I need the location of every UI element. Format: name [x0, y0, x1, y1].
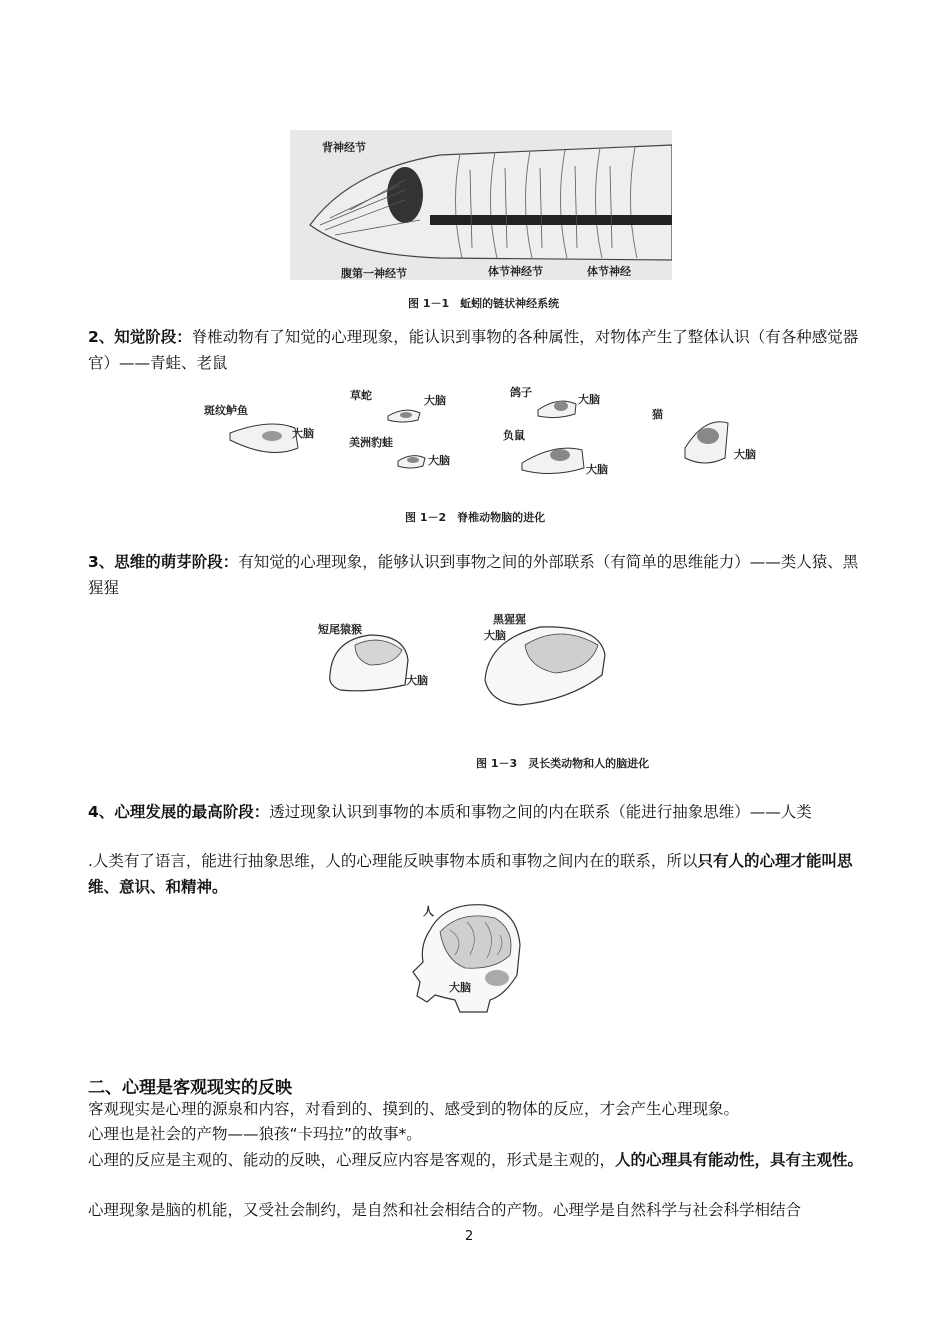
figure-3-caption: 图 1－3 灵长类动物和人的脑进化	[476, 757, 650, 770]
label-macaque: 短尾猿猴	[318, 623, 362, 636]
stage2-paragraph	[88, 324, 868, 376]
figure-1-caption: 图 1－1 蚯蚓的链状神经系统	[408, 297, 560, 310]
stage3-text: 有知觉的心理现象，能够认识到事物之间的外部联系（有简单的思维能力）——类人猿、黑猩猩	[88, 553, 859, 597]
section-2-paragraph-3	[88, 1147, 868, 1173]
vertebrate-brain-figure	[180, 378, 780, 528]
stage4-text: 透过现象认识到事物的本质和事物之间的内在联系（能进行抽象思维）——人类	[269, 803, 812, 821]
label-cat: 猫	[652, 408, 663, 421]
section-2-paragraph-2: 心理也是社会的产物——狼孩“卡玛拉”的故事*。	[88, 1125, 422, 1143]
label-macaque-brain: 大脑	[406, 674, 428, 687]
vertebrate-brain-illustration	[180, 378, 780, 528]
section-2-p3-emphasis: 人的心理具有能动性，具有主观性。	[615, 1151, 864, 1169]
stage4-paragraph-2	[88, 848, 868, 900]
label-first-ventral-ganglion: 腹第一神经节	[341, 267, 407, 280]
label-opossum: 负鼠	[503, 429, 525, 442]
section-2-heading: 二、心理是客观现实的反映	[88, 1078, 292, 1098]
label-chimp: 黑猩猩	[493, 613, 526, 626]
page-number: 2	[465, 1229, 474, 1244]
label-human: 人	[423, 905, 434, 918]
label-pigeon-brain: 大脑	[578, 393, 600, 406]
label-snake: 草蛇	[350, 389, 372, 402]
label-dorsal-ganglion: 背神经节	[322, 141, 366, 154]
label-human-brain: 大脑	[449, 981, 471, 994]
label-fish-brain: 大脑	[292, 427, 314, 440]
label-snake-brain: 大脑	[424, 394, 446, 407]
label-opossum-brain: 大脑	[586, 463, 608, 476]
label-segment-ganglion: 体节神经节	[488, 265, 543, 278]
stage2-lead: 2、知觉阶段：	[88, 328, 192, 346]
label-pigeon: 鸽子	[510, 386, 532, 399]
section-2-paragraph-4: 心理现象是脑的机能，又受社会制约，是自然和社会相结合的产物。心理学是自然科学与社会科学相结合	[88, 1201, 802, 1219]
stage3-paragraph	[88, 549, 868, 601]
stage2-text: 脊椎动物有了知觉的心理现象，能认识到事物的各种属性，对物体产生了整体认识（有各种感觉器官）——青蛙、老鼠	[88, 328, 859, 372]
section-2-paragraph-1: 客观现实是心理的源泉和内容，对看到的、摸到的、感受到的物体的反应，才会产生心理现象。	[88, 1100, 740, 1118]
label-fish: 斑纹鲈鱼	[204, 404, 248, 417]
label-frog: 美洲豹蛙	[349, 436, 393, 449]
label-frog-brain: 大脑	[428, 454, 450, 467]
stage4-paragraph	[88, 799, 868, 825]
section-2-p3-text: 心理的反应是主观的、能动的反映，心理反应内容是客观的，形式是主观的，	[88, 1151, 616, 1169]
stage4-lead: 4、心理发展的最高阶段：	[88, 803, 270, 821]
label-segment-nerve: 体节神经	[587, 265, 631, 278]
figure-2-caption: 图 1－2 脊椎动物脑的进化	[405, 511, 546, 524]
label-cat-brain: 大脑	[734, 448, 756, 461]
stage4-para2-text: .人类有了语言，能进行抽象思维，人的心理能反映事物本质和事物之间内在的联系，所以	[88, 852, 698, 870]
stage4-para2-emphasis: 只有人的心理才能叫思维、意识、和精神。	[88, 852, 853, 896]
stage3-lead: 3、思维的萌芽阶段：	[88, 553, 239, 571]
label-chimp-brain: 大脑	[484, 629, 506, 642]
